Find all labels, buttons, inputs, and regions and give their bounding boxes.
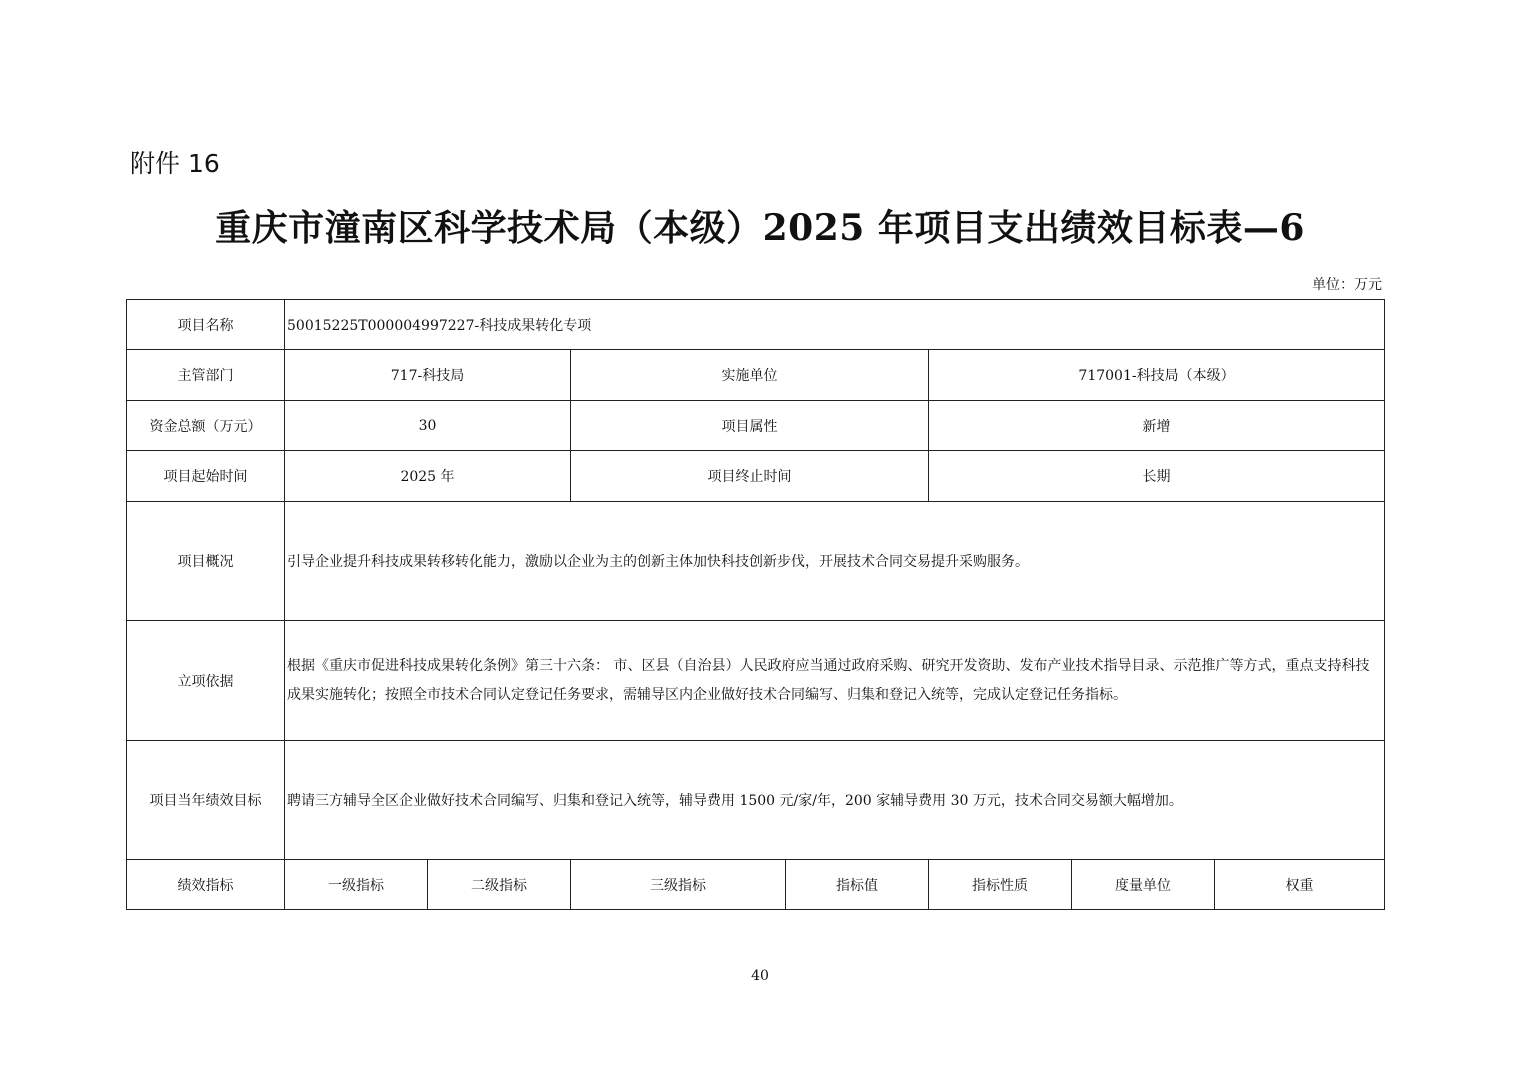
impl-unit-value: 717001-科技局（本级）	[929, 350, 1385, 401]
header-nature: 指标性质	[929, 860, 1072, 910]
indicators-label: 绩效指标	[127, 860, 285, 910]
overview-value: 引导企业提升科技成果转移转化能力，激励以企业为主的创新主体加快科技创新步伐，开展技术合同交易提升采购服务。	[285, 502, 1385, 621]
row-dates	[127, 451, 1385, 502]
row-funding	[127, 401, 1385, 451]
dept-value: 717-科技局	[285, 350, 571, 401]
header-level2: 二级指标	[428, 860, 571, 910]
performance-target-table	[126, 299, 1385, 910]
fund-label: 资金总额（万元）	[127, 401, 285, 451]
impl-unit-label: 实施单位	[571, 350, 929, 401]
row-department	[127, 350, 1385, 401]
header-level3: 三级指标	[571, 860, 786, 910]
header-weight: 权重	[1215, 860, 1385, 910]
row-indicator-headers	[127, 860, 1385, 910]
row-basis	[127, 621, 1385, 741]
project-name-label: 项目名称	[127, 300, 285, 350]
overview-label: 项目概况	[127, 502, 285, 621]
project-name-value: 50015225T000004997227-科技成果转化专项	[285, 300, 1385, 350]
start-time-label: 项目起始时间	[127, 451, 285, 502]
project-attr-label: 项目属性	[571, 401, 929, 451]
row-annual-goal	[127, 741, 1385, 860]
annual-goal-value: 聘请三方辅导全区企业做好技术合同编写、归集和登记入统等，辅导费用 1500 元/家/年，200 家辅导费用 30 万元，技术合同交易额大幅增加。	[285, 741, 1385, 860]
row-overview	[127, 502, 1385, 621]
end-time-value: 长期	[929, 451, 1385, 502]
page-title: 重庆市潼南区科学技术局（本级）2025 年项目支出绩效目标表—6	[215, 207, 1305, 249]
dept-label: 主管部门	[127, 350, 285, 401]
header-unit: 度量单位	[1072, 860, 1215, 910]
basis-label: 立项依据	[127, 621, 285, 741]
basis-value: 根据《重庆市促进科技成果转化条例》第三十六条： 市、区县（自治县）人民政府应当通过政府采购、研究开发资助、发布产业技术指导目录、示范推广等方式，重点支持科技成果实施转化；按照全市技术合同认定登记任务要求，需辅导区内企业做好技术合同编写、归集和登记入统等，完成认定登记任务指标。	[285, 621, 1385, 741]
attachment-label: 附件 16	[130, 149, 220, 178]
header-level1: 一级指标	[285, 860, 428, 910]
start-time-value: 2025 年	[285, 451, 571, 502]
annual-goal-label: 项目当年绩效目标	[127, 741, 285, 860]
page-number: 40	[751, 968, 769, 984]
row-project-name	[127, 300, 1385, 350]
end-time-label: 项目终止时间	[571, 451, 929, 502]
fund-value: 30	[285, 401, 571, 451]
unit-label: 单位：万元	[1312, 277, 1382, 293]
project-attr-value: 新增	[929, 401, 1385, 451]
header-value: 指标值	[786, 860, 929, 910]
